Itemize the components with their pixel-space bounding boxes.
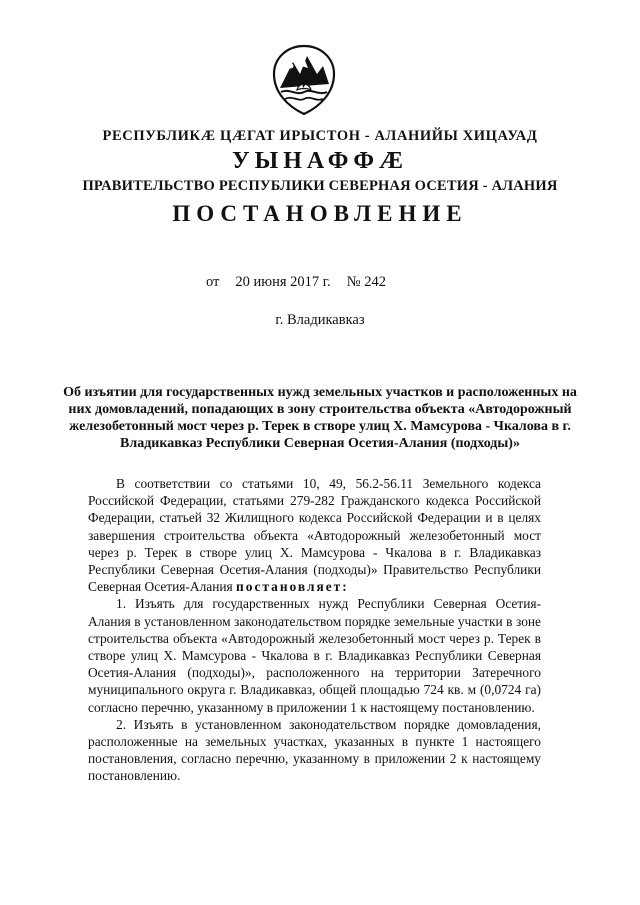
item-2-paragraph: 2. Изъять в установленном законодательством порядке домовладения, расположенные на земельных участках, указанных в пункте 1 настоящего постановления, согласно перечню, указанному в приложении 2 к настоящему постановлению. — [88, 716, 541, 784]
decree-heading-russian: ПОСТАНОВЛЕНИЕ — [172, 201, 468, 226]
preamble-text: В соответствии со статьями 10, 49, 56.2-56.11 Земельного кодекса Российской Федерации, статьями 279-282 Гражданского кодекса Российской Федерации, статьей 32 Жилищного кодекса Российской Федерации и в целях завершения строительства объекта «Автодорожный железобетонный мост через р. Терек в створе улиц Х. Мамсурова - Чкалова в г. Владикавказ Республики Северная Осетия-Алания (подходы)» Правительство Республики Северная Осетия-Алания — [88, 476, 541, 595]
item-1-paragraph: 1. Изъять для государственных нужд Республики Северная Осетия-Алания в установленном законодательством порядке земельные участки в зоне строительства объекта «Автодорожный железобетонный мост через р. Терек в створе улиц Х. Мамсурова - Чкалова в г. Владикавказ Республики Северная Осетия-Алания (подходы)», расположенного на территории Затеречного муниципального округа г. Владикавказ, общей площадью 724 кв. м (0,0724 га) согласно перечню, указанному в приложении 1 к настоящему постановлению. — [88, 596, 541, 715]
coat-of-arms-emblem-icon — [271, 44, 337, 116]
resolves-word: постановляет: — [236, 579, 349, 595]
date-number-line — [206, 274, 386, 291]
preamble-paragraph — [88, 475, 541, 595]
decree-heading-ossetian: УЫНАФФÆ — [232, 148, 408, 174]
decree-number: № 242 — [346, 274, 386, 290]
date-prefix: от — [206, 274, 220, 290]
government-name-russian: ПРАВИТЕЛЬСТВО РЕСПУБЛИКИ СЕВЕРНАЯ ОСЕТИЯ - АЛАНИЯ — [82, 178, 558, 194]
decree-date: 20 июня 2017 г. — [235, 274, 331, 290]
republic-name-ossetian: РЕСПУБЛИКÆ ЦÆГАТ ИРЫСТОН - АЛАНИЙЫ ХИЦАУАД — [102, 128, 538, 144]
decree-title: Об изъятии для государственных нужд земельных участков и расположенных на них домовладений, попадающих в зону строительства объекта «Автодорожный железобетонный мост через р. Терек в створе улиц Х. Мамсурова - Чкалова в г. Владикавказ Республики Северная Осетия-Алания (подходы)» — [63, 385, 577, 451]
decree-body — [88, 475, 541, 785]
city-name: г. Владикавказ — [275, 312, 365, 328]
